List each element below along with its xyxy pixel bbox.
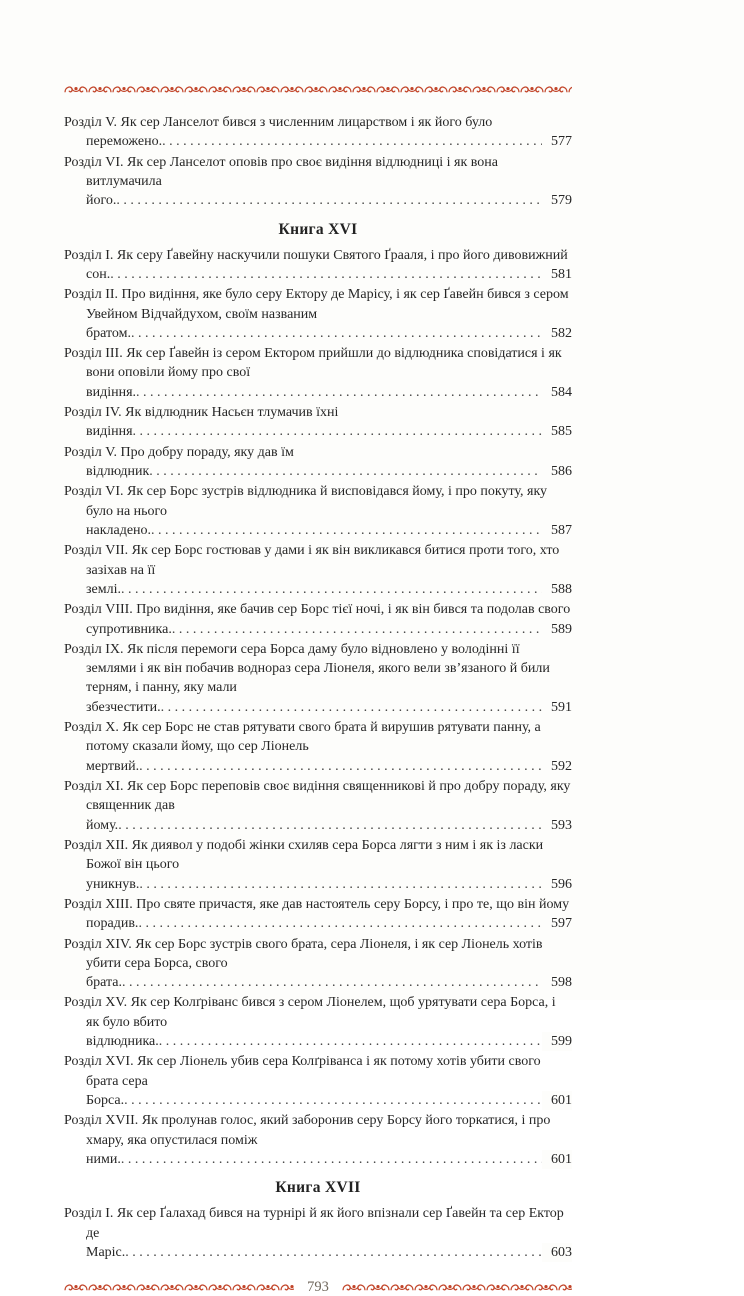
ornament-strip-icon bbox=[64, 1282, 294, 1293]
toc-entry-text: Розділ VI. Як сер Ланселот оповів про своє видіння відлюдниці і як вона витлумачила його. ..... bbox=[64, 155, 572, 209]
toc-entry bbox=[64, 993, 572, 1051]
book-heading-xvi: Книга XVI bbox=[278, 220, 358, 238]
toc-entry bbox=[64, 1111, 572, 1169]
toc-entry-page: 593 bbox=[542, 816, 572, 835]
ornament-strip-icon bbox=[64, 84, 572, 95]
toc-entry bbox=[64, 403, 572, 442]
toc-entry-page: 579 bbox=[542, 191, 572, 210]
toc-entry-page: 598 bbox=[542, 973, 572, 992]
toc-entry-page: 592 bbox=[542, 757, 572, 776]
footer-ornament-left bbox=[64, 1282, 294, 1293]
toc-entry bbox=[64, 777, 572, 835]
toc-entry-text: Розділ XI. Як сер Борс переповів своє видіння священникові й про добру пораду, яку священник дав йому. ..... bbox=[64, 779, 572, 833]
toc-entry-page: 587 bbox=[542, 521, 572, 540]
toc-entry bbox=[64, 443, 572, 482]
toc-entry bbox=[64, 153, 572, 211]
toc-entry-page: 589 bbox=[542, 620, 572, 639]
toc-entry-page: 597 bbox=[542, 914, 572, 933]
toc-entry-text: Розділ VII. Як сер Борс гостював у дами і як він викликався битися проти того, хто зазіхав на її землі. ..... bbox=[64, 543, 572, 597]
toc-entry-text: Розділ XIII. Про святе причастя, яке дав настоятель серу Борсу, і про те, що він йому порадив. ..... bbox=[64, 897, 572, 931]
toc-entry-text: Розділ II. Про видіння, яке було серу Ектору де Марісу, і як сер Ґавейн бився з сером Увейном Відчайдухом, своїм названим братом. ..... bbox=[64, 287, 572, 341]
toc-entry-text: Розділ VI. Як сер Борс зустрів відлюдника й висповідався йому, і про покуту, яку було на нього накладено. ..... bbox=[64, 484, 572, 538]
toc-entry-page: 601 bbox=[542, 1150, 572, 1169]
toc-entry-page: 581 bbox=[542, 265, 572, 284]
toc-entry bbox=[64, 246, 572, 285]
toc-entry-page: 603 bbox=[542, 1243, 572, 1262]
toc-entry bbox=[64, 935, 572, 993]
toc-entry bbox=[64, 285, 572, 343]
toc-entry bbox=[64, 718, 572, 776]
toc-entry-text: Розділ XIV. Як сер Борс зустрів свого брата, сера Ліонеля, і як сер Ліонель хотів убити сера Борса, свого брата. ..... bbox=[64, 937, 572, 991]
toc-entry-text: Розділ IV. Як відлюдник Насьєн тлумачив їхні видіння ..... bbox=[64, 405, 572, 439]
toc-entry-text: Розділ XV. Як сер Колґріванс бився з сером Ліонелем, щоб урятувати сера Борса, і як було вбито відлюдника. ..... bbox=[64, 995, 572, 1049]
toc-entry-page: 586 bbox=[542, 462, 572, 481]
toc-entry-text: Розділ X. Як сер Борс не став рятувати свого брата й вирушив рятувати панну, а потому сказали йому, що сер Ліонель мертвий. ..... bbox=[64, 720, 572, 774]
toc-entry-page: 599 bbox=[542, 1032, 572, 1051]
top-ornament-border bbox=[64, 84, 572, 95]
toc-entry-page: 596 bbox=[542, 875, 572, 894]
toc-entry bbox=[64, 113, 572, 152]
page-number: 793 bbox=[307, 1279, 329, 1296]
toc-entry bbox=[64, 600, 572, 639]
toc-entry-text: Розділ XII. Як диявол у подобі жінки схиляв сера Борса лягти з ним і як із ласки Божої він цього уникнув. ..... bbox=[64, 838, 572, 892]
toc-entry-text: Розділ XVII. Як пролунав голос, який заборонив серу Борсу його торкатися, і про хмару, яка опустилася поміж ними. ..... bbox=[64, 1113, 572, 1167]
footer-ornament-right bbox=[342, 1282, 572, 1293]
toc-entry-text: Розділ V. Як сер Ланселот бився з численним лицарством і як його було переможено. ..... bbox=[64, 115, 572, 149]
toc-entry-page: 591 bbox=[542, 698, 572, 717]
table-of-contents bbox=[64, 84, 572, 1296]
toc-entry-text: Розділ I. Як сер Ґалахад бився на турнірі й як його впізнали сер Ґавейн та сер Ектор де Маріс. ..... bbox=[64, 1206, 572, 1260]
toc-entry-page: 588 bbox=[542, 580, 572, 599]
toc-entry-page: 577 bbox=[542, 132, 572, 151]
toc-entry bbox=[64, 541, 572, 599]
toc-entry-text: Розділ III. Як сер Ґавейн із сером Ектором прийшли до відлюдника сповідатися і як вони оповіли йому про свої видіння. ..... bbox=[64, 346, 572, 400]
toc-entry bbox=[64, 1052, 572, 1110]
toc-entry-page: 582 bbox=[542, 324, 572, 343]
toc-entry-text: Розділ I. Як серу Ґавейну наскучили пошуки Святого Ґрааля, і про його дивовижний сон. ..... bbox=[64, 248, 572, 282]
toc-entry-text: Розділ XVI. Як сер Ліонель убив сера Колґріванса і як потому хотів убити свого брата сера Борса. ..... bbox=[64, 1054, 572, 1108]
toc-entry-page: 584 bbox=[542, 383, 572, 402]
toc-entry-text: Розділ VIII. Про видіння, яке бачив сер Борс тієї ночі, і як він бився та подолав свого супротивника. ..... bbox=[64, 602, 572, 636]
toc-entry-text: Розділ V. Про добру пораду, яку дав їм відлюдник ..... bbox=[64, 445, 572, 479]
book-heading-xvii: Книга XVII bbox=[275, 1179, 361, 1197]
toc-entry-page: 601 bbox=[542, 1091, 572, 1110]
toc-entry-text: Розділ IX. Як після перемоги сера Борса даму було відновлено у володінні її землями і як він побачив воднораз сера Ліонеля, якого вели зв’язаного й били терням, і панну, яку мали збезчестити. ..... bbox=[64, 642, 572, 715]
ornament-strip-icon bbox=[342, 1282, 572, 1293]
toc-entry bbox=[64, 482, 572, 540]
toc-entry bbox=[64, 895, 572, 934]
page-footer bbox=[64, 1279, 572, 1296]
toc-entry-page: 585 bbox=[542, 422, 572, 441]
toc-entry bbox=[64, 640, 572, 717]
toc-entry bbox=[64, 836, 572, 894]
toc-entry bbox=[64, 344, 572, 402]
toc-entry bbox=[64, 1204, 572, 1262]
